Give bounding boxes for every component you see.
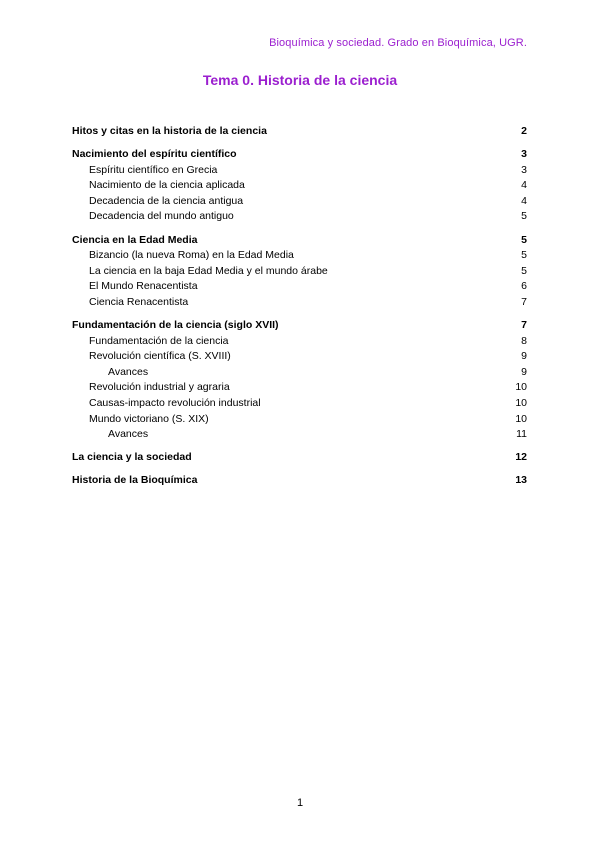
toc-entry[interactable] <box>72 396 527 412</box>
toc-entry[interactable] <box>72 279 527 295</box>
toc-entry[interactable] <box>72 124 527 140</box>
toc-entry-label: Revolución industrial y agraria <box>89 381 230 394</box>
toc-entry[interactable] <box>72 163 527 179</box>
toc-entry-page: 5 <box>521 249 527 262</box>
toc-entry-label: Decadencia del mundo antiguo <box>89 210 234 223</box>
toc-entry-label: Avances <box>108 428 149 441</box>
toc-entry-page: 5 <box>521 210 527 223</box>
toc-entry[interactable] <box>72 334 527 350</box>
toc-entry-page: 9 <box>521 365 527 378</box>
document-title: Tema 0. Historia de la ciencia <box>202 72 398 88</box>
toc-entry-label: Nacimiento del espíritu científico <box>72 148 237 161</box>
toc-entry-page: 11 <box>516 428 527 441</box>
toc-entry-label: Decadencia de la ciencia antigua <box>89 194 244 207</box>
toc-entry[interactable] <box>72 412 527 428</box>
toc-entry[interactable] <box>72 318 527 334</box>
toc-entry[interactable] <box>72 178 527 194</box>
toc-entry-page: 2 <box>521 125 527 137</box>
toc-entry-label: Nacimiento de la ciencia aplicada <box>89 179 245 192</box>
page-number: 1 <box>296 797 304 809</box>
toc-entry-label: Mundo victoriano (S. XIX) <box>89 412 209 425</box>
toc-entry[interactable] <box>72 264 527 280</box>
toc-entry[interactable] <box>72 473 527 489</box>
toc-entry-page: 8 <box>521 334 527 347</box>
toc-entry[interactable] <box>72 295 527 311</box>
toc-entry-page: 12 <box>515 451 527 464</box>
toc-entry-page: 5 <box>521 233 527 246</box>
toc-entry-page: 7 <box>521 319 527 332</box>
toc-entry-page: 7 <box>521 295 527 308</box>
toc-entry-page: 5 <box>521 264 527 277</box>
toc-entry[interactable] <box>72 248 527 264</box>
table-of-contents <box>72 124 527 489</box>
toc-entry[interactable] <box>72 209 527 225</box>
toc-entry-label: Hitos y citas en la historia de la ciencia <box>72 125 267 137</box>
running-header: Bioquímica y sociedad. Grado en Bioquímica, UGR. <box>269 37 527 49</box>
toc-entry-label: La ciencia y la sociedad <box>72 451 192 464</box>
toc-entry-page: 6 <box>521 280 527 293</box>
toc-entry-label: Historia de la Bioquímica <box>72 474 198 487</box>
toc-entry-label: Causas-impacto revolución industrial <box>89 397 261 409</box>
toc-entry-label: El Mundo Renacentista <box>89 280 198 293</box>
toc-entry[interactable] <box>72 194 527 210</box>
toc-entry-page: 10 <box>515 381 527 394</box>
toc-entry-page: 10 <box>515 412 527 425</box>
toc-entry-label: Bizancio (la nueva Roma) en la Edad Media <box>89 249 294 262</box>
toc-entry[interactable] <box>72 349 527 365</box>
toc-entry-label: La ciencia en la baja Edad Media y el mundo árabe <box>89 264 328 277</box>
toc-entry-label: Espíritu científico en Grecia <box>89 163 218 176</box>
toc-entry-page: 4 <box>521 179 527 192</box>
toc-entry-label: Revolución científica (S. XVIII) <box>89 350 231 363</box>
toc-entry-page: 10 <box>515 397 527 409</box>
toc-entry-page: 9 <box>521 350 527 363</box>
toc-entry[interactable] <box>72 233 527 249</box>
toc-entry-label: Fundamentación de la ciencia (siglo XVII) <box>72 319 279 332</box>
toc-entry[interactable] <box>72 427 527 443</box>
toc-entry-label: Ciencia Renacentista <box>89 295 189 308</box>
toc-entry[interactable] <box>72 450 527 466</box>
toc-entry-page: 4 <box>521 194 527 207</box>
toc-entry-page: 3 <box>521 163 527 176</box>
toc-entry-label: Avances <box>108 365 149 378</box>
toc-entry-page: 13 <box>515 474 527 487</box>
toc-entry[interactable] <box>72 365 527 381</box>
toc-entry-label: Ciencia en la Edad Media <box>72 233 198 246</box>
toc-entry[interactable] <box>72 380 527 396</box>
toc-entry-page: 3 <box>521 148 527 161</box>
toc-entry-label: Fundamentación de la ciencia <box>89 334 229 347</box>
toc-entry[interactable] <box>72 147 527 163</box>
